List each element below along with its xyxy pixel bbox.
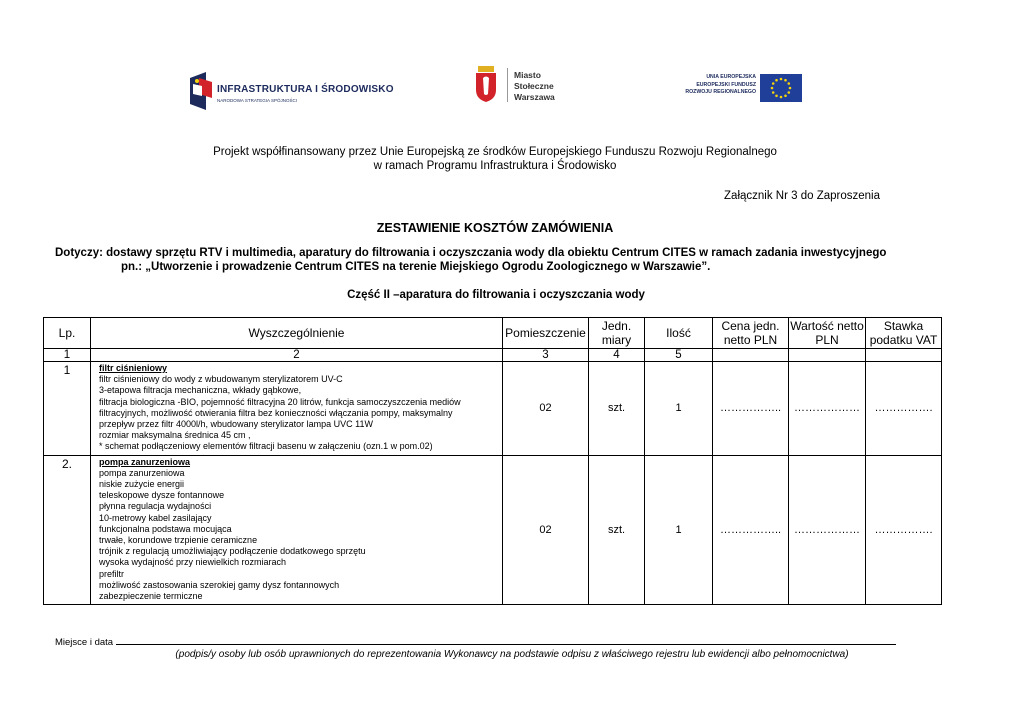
item-spec-line: teleskopowe dysze fontannowe [99, 490, 225, 501]
item-spec-line: filtracyjnych, możliwość otwierania filtra bez konieczności włączania pompy, maksymalny [99, 407, 453, 418]
eu-logo-line2: EUROPEJSKI FUNDUSZ [696, 81, 756, 88]
item-spec-line: prefiltr [99, 568, 125, 579]
item-title: filtr ciśnieniowy [99, 363, 168, 373]
row-vat-rate-field[interactable]: ……………. [866, 362, 942, 456]
item-spec-line: trwałe, korundowe trzpienie ceramiczne [99, 535, 258, 546]
row-vat-rate-field[interactable]: ……………. [866, 455, 942, 605]
eu-logo-text [682, 74, 756, 97]
eu-logo-line3: ROZWOJU REGIONALNEGO [685, 89, 756, 95]
warsaw-logo-divider [507, 68, 508, 102]
warsaw-logo [474, 66, 574, 110]
column-number: 3 [503, 349, 589, 362]
row-unit-price-field[interactable]: …………….. [713, 455, 789, 605]
column-number [713, 349, 789, 362]
row-quantity: 1 [645, 455, 713, 605]
row-net-value-field[interactable]: ……………… [789, 362, 866, 456]
item-spec-line: niskie zużycie energii [99, 479, 185, 490]
row-lp: 2. [44, 455, 91, 605]
header-unit: Jedn. miary [589, 318, 645, 349]
signature-note [0, 649, 1024, 660]
table-row [44, 362, 942, 456]
warsaw-logo-line3: Warszawa [514, 92, 555, 102]
warsaw-crest-icon [474, 66, 498, 102]
eu-logo [682, 72, 804, 106]
warsaw-logo-line1: Miasto [514, 70, 541, 80]
subject-line-1: Dotyczy: dostawy sprzętu RTV i multimedia, aparatury do filtrowania i oczyszczania wody dla obiektu Centrum CITES w ramach zadania inwestycyjnego [55, 247, 887, 259]
item-spec-line: wysoka wydajność przy niewielkich rozmiarach [99, 557, 287, 568]
item-spec-line: zabezpieczenie termiczne [99, 591, 203, 602]
item-spec-line: przepływ przez filtr 4000l/h, wbudowany sterylizator lampa UVC 11W [99, 419, 373, 430]
eu-logo-line1: UNIA EUROPEJSKA [706, 74, 756, 80]
annex-label: Załącznik Nr 3 do Zaproszenia [724, 190, 880, 202]
intro-line-1: Projekt współfinansowany przez Unie Europejską ze środków Europejskiego Funduszu Rozwoju Regionalnego [213, 146, 777, 158]
warsaw-logo-text [514, 70, 555, 103]
column-number: 2 [91, 349, 503, 362]
table-header-row [44, 318, 942, 349]
cost-table [43, 317, 942, 605]
item-spec-line: trójnik z regulacją umożliwiający podłączenie dodatkowego sprzętu [99, 546, 366, 557]
item-spec-line: pompa zanurzeniowa [99, 467, 185, 478]
row-unit: szt. [589, 362, 645, 456]
row-description [91, 362, 503, 456]
item-title: pompa zanurzeniowa [99, 456, 191, 467]
part-heading: Część II –aparatura do filtrowania i oczyszczania wody [347, 289, 645, 301]
column-number: 4 [589, 349, 645, 362]
item-spec-line: rozmiar maksymalna średnica 45 cm , [99, 430, 251, 441]
row-unit: szt. [589, 455, 645, 605]
place-date-line[interactable] [116, 636, 896, 645]
item-spec-line: funkcjonalna podstawa mocująca [99, 523, 232, 534]
place-date-field[interactable] [55, 636, 896, 648]
project-intro [0, 145, 990, 173]
header-quantity: Ilość [645, 318, 713, 349]
item-spec-line: 3-etapowa filtracja mechaniczna, wkłady gąbkowe, [99, 385, 302, 396]
row-quantity: 1 [645, 362, 713, 456]
place-date-label: Miejsce i data [55, 637, 114, 648]
item-spec-line: filtr ciśnieniowy do wody z wbudowanym sterylizatorem UV-C [99, 374, 343, 385]
header-net-value: Wartość netto PLN [790, 319, 864, 347]
item-spec-line: filtracja biologiczna -BIO, pojemność filtracyjna 20 litrów, funkcja samoczyszczenia mediów [99, 396, 461, 407]
header-unit-price: Cena jedn. netto PLN [713, 318, 789, 349]
logo-bar [0, 64, 1024, 114]
item-spec-line: możliwość zastosowania szerokiej gamy dysz fontannowych [99, 579, 340, 590]
eu-flag-icon [760, 74, 802, 102]
subject-text [55, 246, 955, 274]
header-room: Pomieszczenie [503, 318, 589, 349]
row-unit-price-field[interactable]: …………….. [713, 362, 789, 456]
infrastructure-emblem-icon [190, 72, 212, 110]
item-spec-line: płynna regulacja wydajności [99, 501, 212, 512]
header-lp: Lp. [44, 318, 91, 349]
item-spec-line: * schemat podłączeniowy elementów filtracji basenu w załączeniu (ozn.1 w pom.02) [99, 441, 433, 452]
item-spec-line: 10-metrowy kabel zasilający [99, 512, 212, 523]
column-number: 5 [645, 349, 713, 362]
infrastructure-logo-title: INFRASTRUKTURA I ŚRODOWISKO [217, 84, 394, 95]
column-number-row [44, 349, 942, 362]
table-row [44, 455, 942, 605]
column-number [789, 349, 866, 362]
subject-line-2: pn.: „Utworzenie i prowadzenie Centrum CITES na terenie Miejskiego Ogrodu Zoologicznego w Warszawie”. [121, 261, 711, 273]
infrastructure-logo-subtitle: NARODOWA STRATEGIA SPÓJNOŚCI [217, 98, 298, 103]
row-net-value-field[interactable]: ……………… [789, 455, 866, 605]
document-title: ZESTAWIENIE KOSZTÓW ZAMÓWIENIA [376, 221, 614, 235]
warsaw-logo-line2: Stołeczne [514, 81, 554, 91]
header-vat-rate: Stawka podatku VAT [866, 318, 942, 349]
infrastructure-logo [190, 72, 394, 112]
signature-note-text: (podpis/y osoby lub osób uprawnionych do reprezentowania Wykonawcy na podstawie odpisu z właściwego rejestru lub ewidencji albo pełnomocnictwa) [175, 649, 849, 660]
header-description: Wyszczególnienie [91, 318, 503, 349]
row-description [91, 455, 503, 605]
row-room: 02 [503, 362, 589, 456]
column-number [866, 349, 942, 362]
column-number: 1 [44, 349, 91, 362]
row-lp: 1 [44, 362, 91, 456]
intro-line-2: w ramach Programu Infrastruktura i Środowisko [373, 160, 617, 172]
row-room: 02 [503, 455, 589, 605]
